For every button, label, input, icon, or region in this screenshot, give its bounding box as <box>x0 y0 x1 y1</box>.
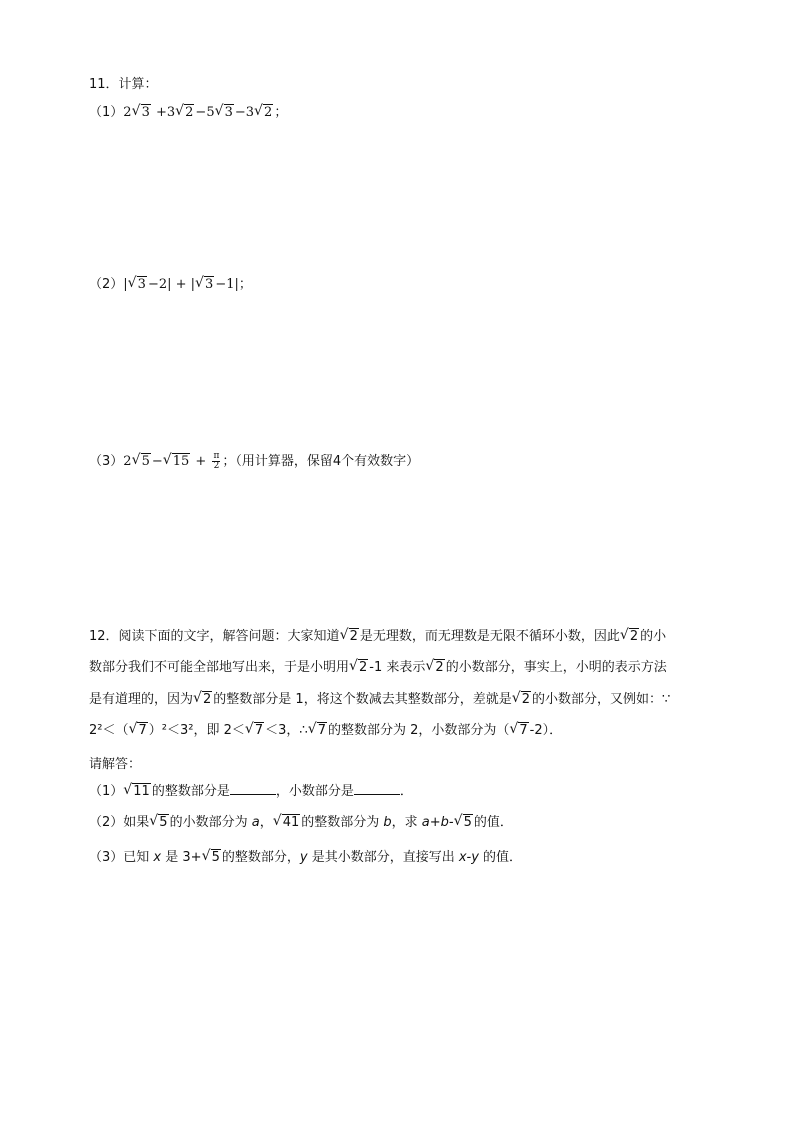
sqrt-2: √ 2 <box>350 658 368 678</box>
q12-text: 的整数部分是 <box>151 784 230 799</box>
q12-text: ， <box>259 815 273 830</box>
sqrt-15: √ 15 <box>164 452 191 472</box>
sqrt-5: √ 5 <box>455 813 473 833</box>
q12-text: 的小数部分为 <box>169 815 252 830</box>
q12-text: 的小 <box>640 629 667 644</box>
answer-blank[interactable] <box>230 782 276 795</box>
var-x: x <box>153 850 162 865</box>
sqrt-2: √ 2 <box>513 690 531 710</box>
expr-a-plus-b: a+b- <box>421 815 454 830</box>
q12-text: 的值． <box>473 815 513 830</box>
q12-text: ，小数部分是 <box>275 784 354 799</box>
sqrt-5: √ 5 <box>150 813 168 833</box>
sqrt-5: √ 5 <box>133 452 151 472</box>
sqrt-3: √ 3 <box>129 275 147 295</box>
q12-text: -1 来表示 <box>369 660 426 675</box>
sqrt-11: √ 11 <box>124 782 151 802</box>
sqrt-5: √ 5 <box>203 848 221 868</box>
sqrt-2: √ 2 <box>194 690 212 710</box>
q12-sub1 <box>89 782 413 802</box>
sqrt-3: √ 3 <box>133 103 151 123</box>
q11-part3-label: （3） <box>89 454 124 469</box>
var-b: b <box>383 815 392 830</box>
expr-x-minus-y: x-y <box>458 850 479 865</box>
sqrt-2: √ 2 <box>176 103 194 123</box>
q12-line3 <box>89 690 670 710</box>
q12-line4 <box>89 721 562 741</box>
sqrt-7: √ 7 <box>246 721 264 741</box>
sqrt-7: √ 7 <box>309 721 327 741</box>
q12-text: -2）． <box>529 723 563 738</box>
sqrt-2: √ 2 <box>255 103 273 123</box>
q12-text: 2²＜（ <box>89 723 129 738</box>
sqrt-7: √ 7 <box>129 721 147 741</box>
var-a: a <box>251 815 260 830</box>
var-y: y <box>299 850 308 865</box>
q12-number: 12． <box>89 629 119 644</box>
q12-line1 <box>89 627 666 647</box>
q12-sub2-label: （2） <box>89 815 124 830</box>
q12-text: ，求 <box>391 815 422 830</box>
q11-part1-suffix: ； <box>274 105 288 120</box>
q12-prompt: 请解答： <box>89 757 142 772</box>
q12-sub2 <box>89 813 513 833</box>
q12-text: ）²＜3²，即 2＜ <box>148 723 245 738</box>
q11-part2-suffix: ； <box>238 277 252 292</box>
q12-text: 的值． <box>478 850 523 865</box>
sqrt-3: √ 3 <box>196 275 214 295</box>
q12-text: 的整数部分为 2，小数部分为（ <box>327 723 510 738</box>
sqrt-3: √ 3 <box>216 103 234 123</box>
sqrt-2: √ 2 <box>621 627 639 647</box>
q11-part3-note: ；（用计算器，保留4个有效数字） <box>222 454 420 469</box>
q11-part1: （1）2√ 3 +3√ 2 −5√ 3 −3√ 2 ； <box>89 103 287 123</box>
pi-over-2: $\frac{\pi}{2}$ <box>213 451 220 471</box>
q12-line2 <box>89 658 667 678</box>
sqrt-41: √ 41 <box>274 813 301 833</box>
q12-text: 是有道理的，因为 <box>89 692 194 707</box>
answer-blank[interactable] <box>354 782 400 795</box>
q11-part1-label: （1） <box>89 105 124 120</box>
q12-sub1-label: （1） <box>89 784 124 799</box>
q11-part3: （3）2√ 5 −√ 15 + $\frac{\pi}{2}$ ；（用计算器，保留4个有效数字） <box>89 452 419 472</box>
q11-heading: 11．计算： <box>89 77 158 92</box>
q12-text: 的小数部分，又例如：∵ <box>531 692 671 707</box>
q11-part2-label: （2） <box>89 277 124 292</box>
q12-text: 阅读下面的文字，解答问题：大家知道 <box>118 629 340 644</box>
q12-text: 是无理数，而无理数是无限不循环小数，因此 <box>359 629 620 644</box>
q12-text: 的小数部分，事实上，小明的表示方法 <box>445 660 667 675</box>
q12-text: ． <box>399 784 413 799</box>
q12-text: 数部分我们不可能全部地写出来，于是小明用 <box>89 660 350 675</box>
sqrt-2: √ 2 <box>426 658 444 678</box>
q12-text: 的整数部分是 1，将这个数减去其整数部分，差就是 <box>213 692 512 707</box>
q12-text: 是 3+ <box>161 850 202 865</box>
q12-sub3 <box>89 848 522 868</box>
q12-text: 是其小数部分，直接写出 <box>307 850 459 865</box>
sqrt-7: √ 7 <box>510 721 528 741</box>
q12-text: ＜3，∴ <box>265 723 308 738</box>
q12-text: 的整数部分， <box>221 850 300 865</box>
q12-text: 如果 <box>123 815 150 830</box>
q12-text: 已知 <box>123 850 154 865</box>
q12-sub3-label: （3） <box>89 850 124 865</box>
q12-text: 的整数部分为 <box>301 815 384 830</box>
sqrt-2: √ 2 <box>341 627 359 647</box>
q11-part2: （2）|√ 3 −2| + |√ 3 −1|； <box>89 275 252 295</box>
